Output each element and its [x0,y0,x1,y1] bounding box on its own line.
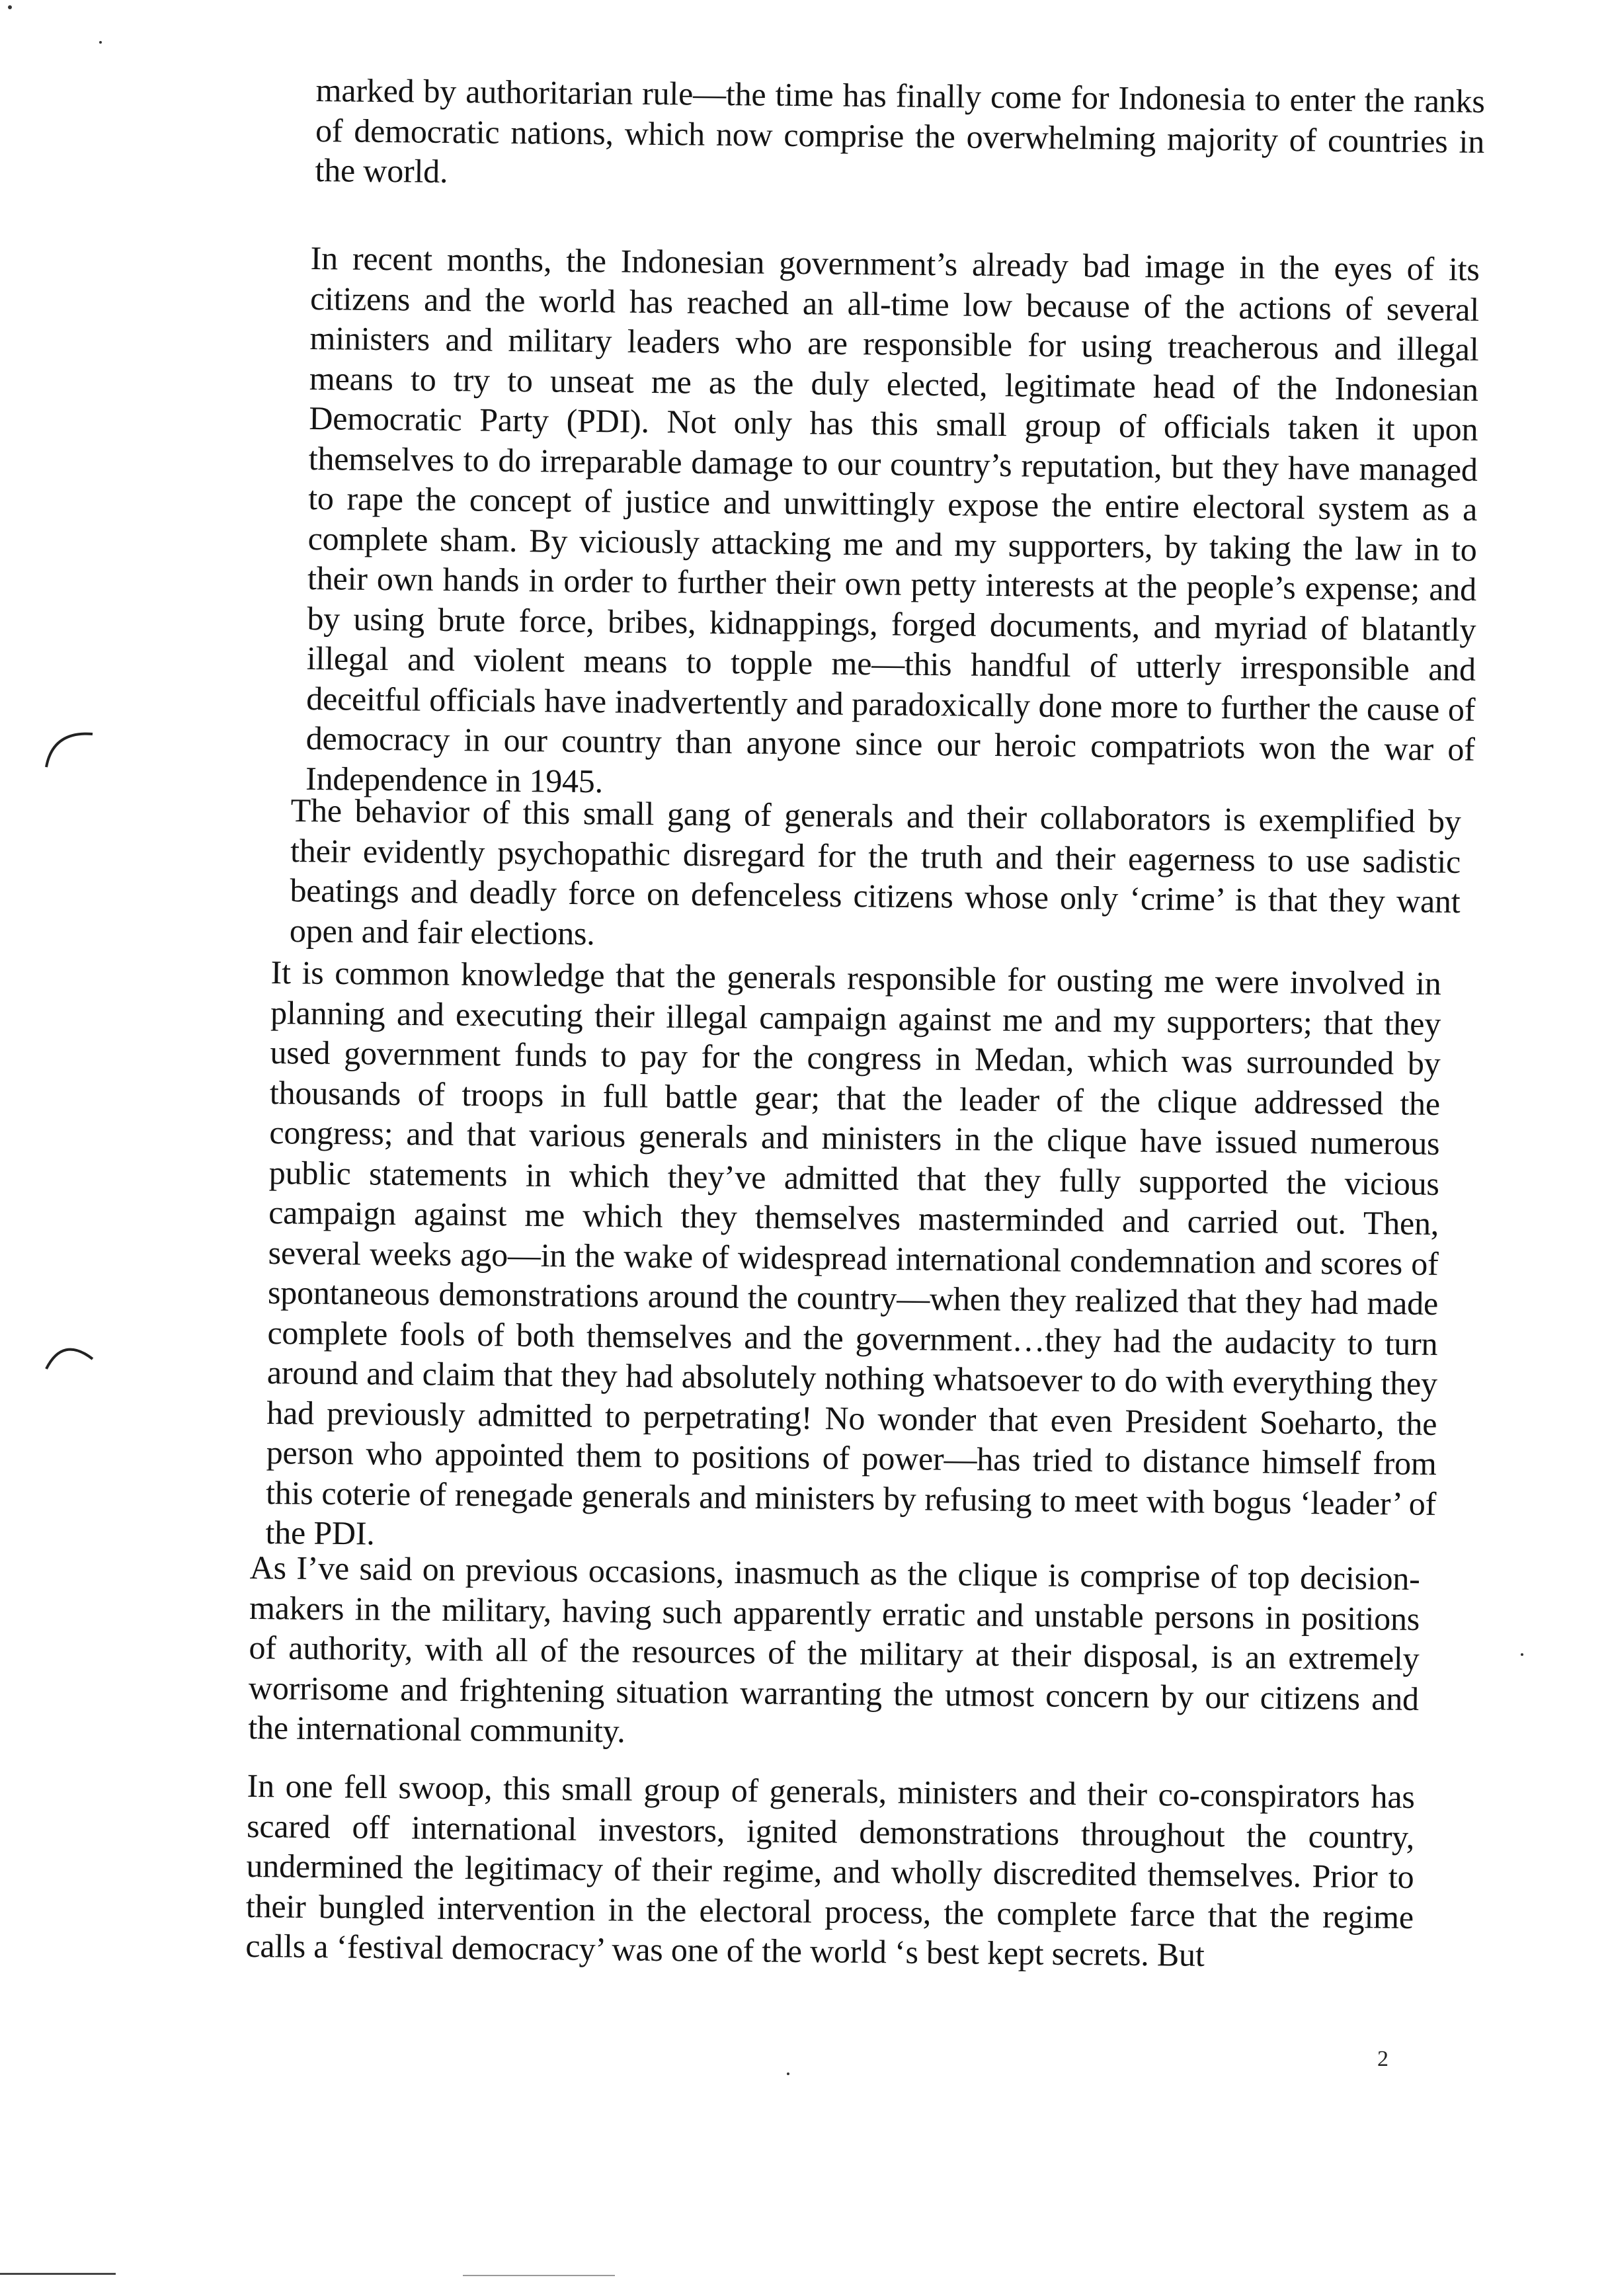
punch-hole-mark-upper [40,721,99,774]
scan-speck-top [99,41,102,44]
paragraph-2: In recent months, the Indonesian government’s already bad image in the eyes of its citizens and the world has reached an all-time low because of the actions of several ministers and military leaders who are responsible for using treacherous and illegal means to try to unseat me as the duly elected, legitimate head of the Indonesian Democratic Party (PDI). Not only has this small group of officials taken it upon themselves to do irreparable damage to our country’s reputation, but they have managed to rape the concept of justice and unwittingly expose the entire electoral system as a complete sham. By viciously attacking me and my supporters, by taking the law in to their own hands in order to further their own petty interests at the people’s expense; and by using brute force, bribes, kidnappings, forged documents, and myriad of blatantly illegal and violent means to topple me—this handful of utterly irresponsible and deceitful officials have inadvertently and paradoxically done more to further the cause of democracy in our country than anyone since our heroic compatriots won the war of Independence in 1945. [305,239,1480,800]
paragraph-3: The behavior of this small gang of generals and their collaborators is exemplified by their evidently psychopathic disregard for the truth and their eagerness to use sadistic beatings and deadly force on defenceless citizens whose only ‘crime’ is that they want open and fair elections. [289,791,1461,952]
scan-speck-right [1521,1653,1523,1656]
paragraph-4: It is common knowledge that the generals responsible for ousting me were involved in planning and executing their illegal campaign against me and my supporters; that they used government funds to pay for the congress in Medan, which was surrounded by thousands of troops in full battle gear; that the leader of the clique addressed the congress; and that various generals and ministers in the clique have issued numerous public statements in which they’ve admitted that they fully supported the vicious campaign against me which they themselves masterminded and carried out. Then, several weeks ago—in the wake of widespread international condemnation and scores of spontaneous demonstrations around the country—when they realized that they had made complete fools of both themselves and the government…they had the audacity to turn around and claim that they had absolutely nothing whatsoever to do with everything they had previously admitted to perpetrating! No wonder that even President Soeharto, the person who appointed them to positions of power—has tried to distance himself from this coterie of renegade generals and ministers by refusing to meet with bogus ‘leader’ of the PDI. [265,953,1441,1552]
page-number: 2 [1377,2047,1388,2071]
paragraph-6: In one fell swoop, this small group of generals, ministers and their co-conspirators has scared off international investors, ignited demonstrations throughout the country, undermined the legitimacy of their regime, and wholly discredited themselves. Prior to their bungled intervention in the electoral process, the complete farce that the regime calls a ‘festival democracy’ was one of the world ‘s best kept secrets. But [245,1767,1415,1973]
scan-edge-line-bottom-left [0,2273,116,2275]
punch-hole-mark-lower [40,1332,106,1385]
scan-speck-top-left [8,5,12,9]
paragraph-5: As I’ve said on previous occasions, inasmuch as the clique is comprise of top decision-makers in the military, having such apparently erratic and unstable persons in positions of authority, with all of the resources of the military at their disposal, is an extremely worrisome and frightening situation warranting the utmost concern by our citizens and the international community. [248,1549,1420,1750]
scan-edge-line-bottom-center [463,2275,615,2276]
paragraph-1: marked by authoritarian rule—the time has finally come for Indonesia to enter the ranks of democratic nations, which now comprise the overwhelming majority of countries in the world. [315,71,1485,190]
scan-speck-bottom [787,2072,789,2075]
